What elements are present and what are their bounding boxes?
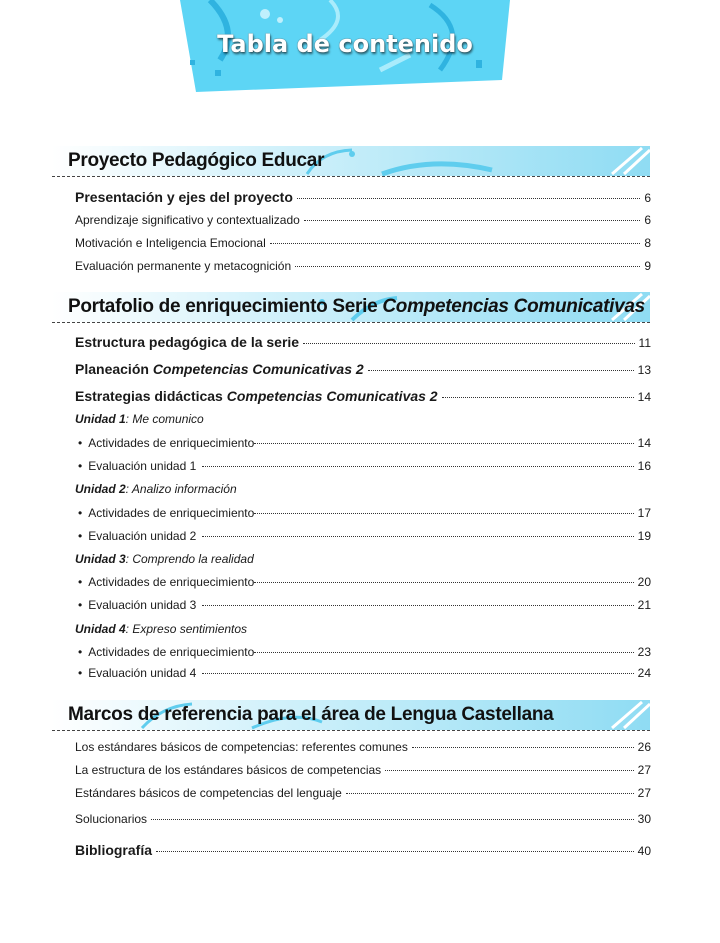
leader-dots: [303, 343, 634, 344]
toc-entry-page: 27: [637, 763, 651, 777]
toc-entry-label: Actividades de enriquecimiento: [88, 436, 255, 450]
toc-entry-label: La estructura de los estándares básicos de competencias: [75, 763, 382, 777]
toc-entry-page: 21: [637, 598, 651, 612]
bullet-icon: •: [78, 598, 83, 612]
unit-subtitle: : Analizo información: [125, 482, 237, 496]
toc-entry-page: 16: [637, 459, 651, 473]
leader-dots: [412, 747, 634, 748]
unit-name: Unidad 2: [75, 482, 126, 496]
dashed-divider: [52, 322, 650, 323]
toc-entry-label: Estructura pedagógica de la serie: [75, 334, 300, 350]
toc-entry-page: 30: [637, 812, 651, 826]
toc-entry-label: Aprendizaje significativo y contextualizado: [75, 213, 300, 227]
toc-entry[interactable]: [75, 740, 651, 754]
toc-entry-page: 26: [637, 740, 651, 754]
toc-entry-label-italic: Competencias Comunicativas 2: [226, 388, 438, 404]
toc-entry-page: 20: [637, 575, 651, 589]
toc-entry-page: 9: [644, 259, 651, 273]
dashed-divider: [52, 176, 650, 177]
leader-dots: [202, 605, 633, 606]
toc-entry[interactable]: [75, 213, 651, 227]
section-header-proyecto: [52, 146, 650, 178]
toc-entry[interactable]: [75, 334, 651, 350]
toc-entry[interactable]: [75, 236, 651, 250]
toc-entry-label-italic: Competencias Comunicativas 2: [152, 361, 364, 377]
unit-name: Unidad 4: [75, 622, 126, 636]
toc-entry-page: 19: [637, 529, 651, 543]
leader-dots: [254, 513, 633, 514]
unit-subtitle: : Comprendo la realidad: [125, 552, 254, 566]
bullet-icon: •: [78, 506, 83, 520]
leader-dots: [202, 536, 633, 537]
section-header-marcos: [52, 700, 650, 732]
toc-entry-page: 17: [637, 506, 651, 520]
toc-entry[interactable]: [75, 812, 651, 826]
toc-entry-label: [75, 361, 364, 377]
leader-dots: [156, 851, 634, 852]
toc-entry-label-text: Estrategias didácticas: [75, 388, 227, 404]
leader-dots: [368, 370, 634, 371]
bullet-icon: •: [78, 459, 83, 473]
toc-entry-page: 24: [637, 666, 651, 680]
bullet-icon: •: [78, 645, 83, 659]
toc-entry-page: 13: [637, 363, 651, 377]
toc-entry-page: 14: [637, 436, 651, 450]
toc-entry-label: Los estándares básicos de competencias: referentes comunes: [75, 740, 408, 754]
toc-entry-label: Actividades de enriquecimiento: [88, 645, 255, 659]
leader-dots: [346, 793, 634, 794]
toc-entry-label: Evaluación unidad 2: [88, 529, 197, 543]
toc-entry-page: 11: [638, 336, 651, 350]
leader-dots: [304, 220, 641, 221]
toc-entry-label: Actividades de enriquecimiento: [88, 575, 255, 589]
toc-entry[interactable]: [75, 189, 651, 205]
toc-subentry[interactable]: [78, 575, 651, 589]
toc-entry-label: Actividades de enriquecimiento: [88, 506, 255, 520]
unit-heading: [75, 622, 247, 636]
page-title: Tabla de contenido: [217, 30, 473, 58]
leader-dots: [270, 243, 641, 244]
toc-entry-label: Evaluación permanente y metacognición: [75, 259, 292, 273]
toc-entry[interactable]: [75, 763, 651, 777]
toc-subentry[interactable]: [78, 598, 651, 612]
leader-dots: [385, 770, 633, 771]
toc-entry-label: Presentación y ejes del proyecto: [75, 189, 293, 205]
section-title-text: Portafolio de enriquecimiento Serie: [68, 296, 383, 317]
leader-dots: [202, 466, 633, 467]
toc-entry[interactable]: [75, 361, 651, 377]
toc-entry[interactable]: [75, 259, 651, 273]
toc-entry-page: 6: [644, 213, 651, 227]
unit-subtitle: : Expreso sentimientos: [125, 622, 248, 636]
toc-entry-label: [75, 388, 438, 404]
bullet-icon: •: [78, 666, 83, 680]
toc-entry[interactable]: [75, 388, 651, 404]
leader-dots: [295, 266, 640, 267]
toc-entry-label: Solucionarios: [75, 812, 148, 826]
section-title: Marcos de referencia para el área de Lengua Castellana: [68, 704, 554, 725]
bullet-icon: •: [78, 529, 83, 543]
leader-dots: [202, 673, 633, 674]
section-title-italic: Competencias Comunicativas: [382, 296, 645, 317]
unit-heading: [75, 482, 237, 496]
unit-name: Unidad 3: [75, 552, 126, 566]
toc-subentry[interactable]: [78, 459, 651, 473]
unit-subtitle: : Me comunico: [125, 412, 204, 426]
toc-entry-page: 8: [644, 236, 651, 250]
toc-entry-label: Bibliografía: [75, 842, 153, 858]
leader-dots: [442, 397, 634, 398]
bullet-icon: •: [78, 575, 83, 589]
toc-entry-label-text: Planeación: [75, 361, 153, 377]
toc-entry-page: 27: [637, 786, 651, 800]
section-title: [68, 296, 645, 318]
leader-dots: [297, 198, 640, 199]
leader-dots: [254, 582, 633, 583]
toc-entry-label: Evaluación unidad 3: [88, 598, 197, 612]
toc-entry-page: 14: [637, 390, 651, 404]
leader-dots: [254, 652, 633, 653]
toc-entry-label: Evaluación unidad 1: [88, 459, 197, 473]
section-title: Proyecto Pedagógico Educar: [68, 150, 325, 171]
toc-entry-page: 40: [637, 844, 651, 858]
toc-entry-page: 23: [637, 645, 651, 659]
toc-subentry[interactable]: [78, 436, 651, 450]
toc-entry-label: Evaluación unidad 4: [88, 666, 197, 680]
leader-dots: [151, 819, 634, 820]
toc-entry[interactable]: [75, 786, 651, 800]
toc-entry[interactable]: [75, 842, 651, 858]
leader-dots: [254, 443, 633, 444]
section-header-portafolio: [52, 292, 650, 324]
unit-heading: [75, 552, 254, 566]
toc-entry-label: Estándares básicos de competencias del lenguaje: [75, 786, 342, 800]
toc-subentry[interactable]: [78, 506, 651, 520]
toc-subentry[interactable]: [78, 666, 651, 680]
dashed-divider: [52, 730, 650, 731]
toc-subentry[interactable]: [78, 529, 651, 543]
unit-heading: [75, 412, 204, 426]
toc-entry-page: 6: [644, 191, 651, 205]
toc-subentry[interactable]: [78, 645, 651, 659]
bullet-icon: •: [78, 436, 83, 450]
unit-name: Unidad 1: [75, 412, 126, 426]
toc-entry-label: Motivación e Inteligencia Emocional: [75, 236, 266, 250]
